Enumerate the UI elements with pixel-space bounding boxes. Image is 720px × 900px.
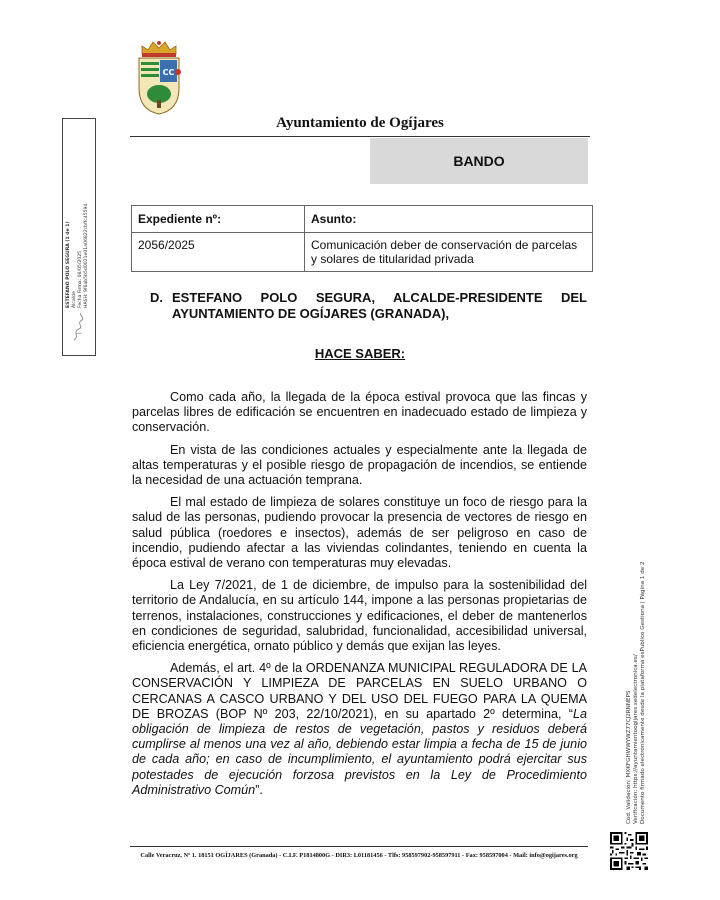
signature-line-4: HASH: 9f6ab5b5d0021e01a06822cbffc45594 — [84, 203, 89, 308]
header-divider — [130, 136, 590, 137]
organization-name: Ayuntamiento de Ogíjares — [276, 115, 444, 131]
paragraph-5-text: Además, el art. 4º de la ORDENANZA MUNICIPAL REGULADORA DE LA CONSERVACIÓN Y LIMPIEZA DE PARCELAS EN SUELO URBANO O CERCANAS A CASCO URBANO Y DEL USO DEL FUEGO PARA LA QUEMA DE BROZAS (BOP Nº 203, 22/10/2021), en su apartado 2º determina, “ — [132, 661, 587, 721]
coat-of-arms-icon — [134, 38, 184, 116]
signature-line-3: Fecha Firma: 06/05/2025 — [78, 250, 83, 308]
expediente-value: 2056/2025 — [132, 233, 305, 272]
asunto-header: Asunto: — [305, 206, 593, 233]
signature-line-2: Alcalde — [72, 291, 77, 308]
svg-text:CC: CC — [162, 68, 175, 77]
paragraph-3: El mal estado de limpieza de solares constituye un foco de riesgo para la salud de las personas, pudiendo provocar la presencia de vectores de riesgo en salud pública (roedores e insectos), además de ser peligroso en caso de incendio, pudiendo afectar a las viviendas colindantes, teniendo en cuenta la época estival de verano con temperaturas muy elevadas. — [132, 495, 587, 571]
issuer-prefix: D. — [150, 290, 163, 305]
signature-line-1: ESTEFANO POLO SEGURA (1 de 1) — [66, 221, 71, 308]
section-heading: HACE SABER: — [314, 346, 406, 361]
paragraph-5 — [132, 661, 587, 798]
paragraph-2: En vista de las condiciones actuales y especialmente ante la llegada de altas temperaturas y el posible riesgo de propagación de incendios, se entiende la necesidad de una actuación temprana. — [132, 442, 587, 488]
paragraph-4: La Ley 7/2021, de 1 de diciembre, de impulso para la sostenibilidad del territorio de Andalucía, en su artículo 144, impone a las personas propietarias de terrenos, instalaciones, construcciones y edificaciones, el deber de mantenerlos en condiciones de seguridad, salubridad, funcionalidad, accesibilidad universal, eficiencia energética, ornato público y demás que exijan las leyes. — [132, 578, 587, 654]
table-row — [132, 233, 593, 272]
paragraph-5-quote: La obligación de limpieza de restos de vegetación, pastos y residuos deberá cumplirse al menos una vez al año, debiendo estar limpia a fecha de 15 de junio de cada año; en caso de incumplimiento, el ayuntamiento podrá ejercitar sus potestades de ejecución forzosa previstos en la Ley de Procedimiento Administrativo Común — [132, 706, 587, 797]
verification-line-1: Cód. Validación: MXKFGHWWYWZ77CJ2RNNEPS — [626, 690, 632, 824]
document-body — [132, 390, 587, 805]
document-type-box — [370, 138, 588, 184]
expediente-header: Expediente nº: — [132, 206, 305, 233]
verification-line-2: Verificación: https://ayuntamientoogijares.sedelectronica.es/ — [633, 654, 639, 824]
handwritten-signature-icon — [70, 312, 88, 342]
verification-stamp — [610, 560, 658, 826]
paragraph-1: Como cada año, la llegada de la época estival provoca que las fincas y parcelas libres de edificación se encuentren en inadecuado estado de limpieza y conservación. — [132, 390, 587, 435]
footer-address: Calle Veracruz, Nº 1. 18151 OGÍJARES (Granada) - C.I.F. P1814800G - DIR3: L01181456 - Tlfs: 958597902-958597911 - Fax: 958597004 - Mail: info@ogijares.org — [140, 852, 578, 859]
table-header-row — [132, 206, 593, 233]
file-info-table — [131, 205, 593, 272]
issuer-block — [150, 290, 587, 322]
qr-code-icon — [610, 832, 648, 870]
asunto-value: Comunicación deber de conservación de parcelas y solares de titularidad privada — [305, 233, 593, 272]
paragraph-5-end: ”. — [255, 782, 263, 797]
signature-stamp — [60, 194, 100, 310]
footer-divider — [130, 846, 588, 847]
verification-line-3: Documento firmado electrónicamente desde la plataforma esPublico Gestiona | Página 1 de 2 — [640, 561, 646, 824]
document-type-label: BANDO — [453, 153, 505, 169]
issuer-text: ESTEFANO POLO SEGURA, ALCALDE-PRESIDENTE DEL AYUNTAMIENTO DE OGÍJARES (GRANADA), — [172, 290, 587, 321]
